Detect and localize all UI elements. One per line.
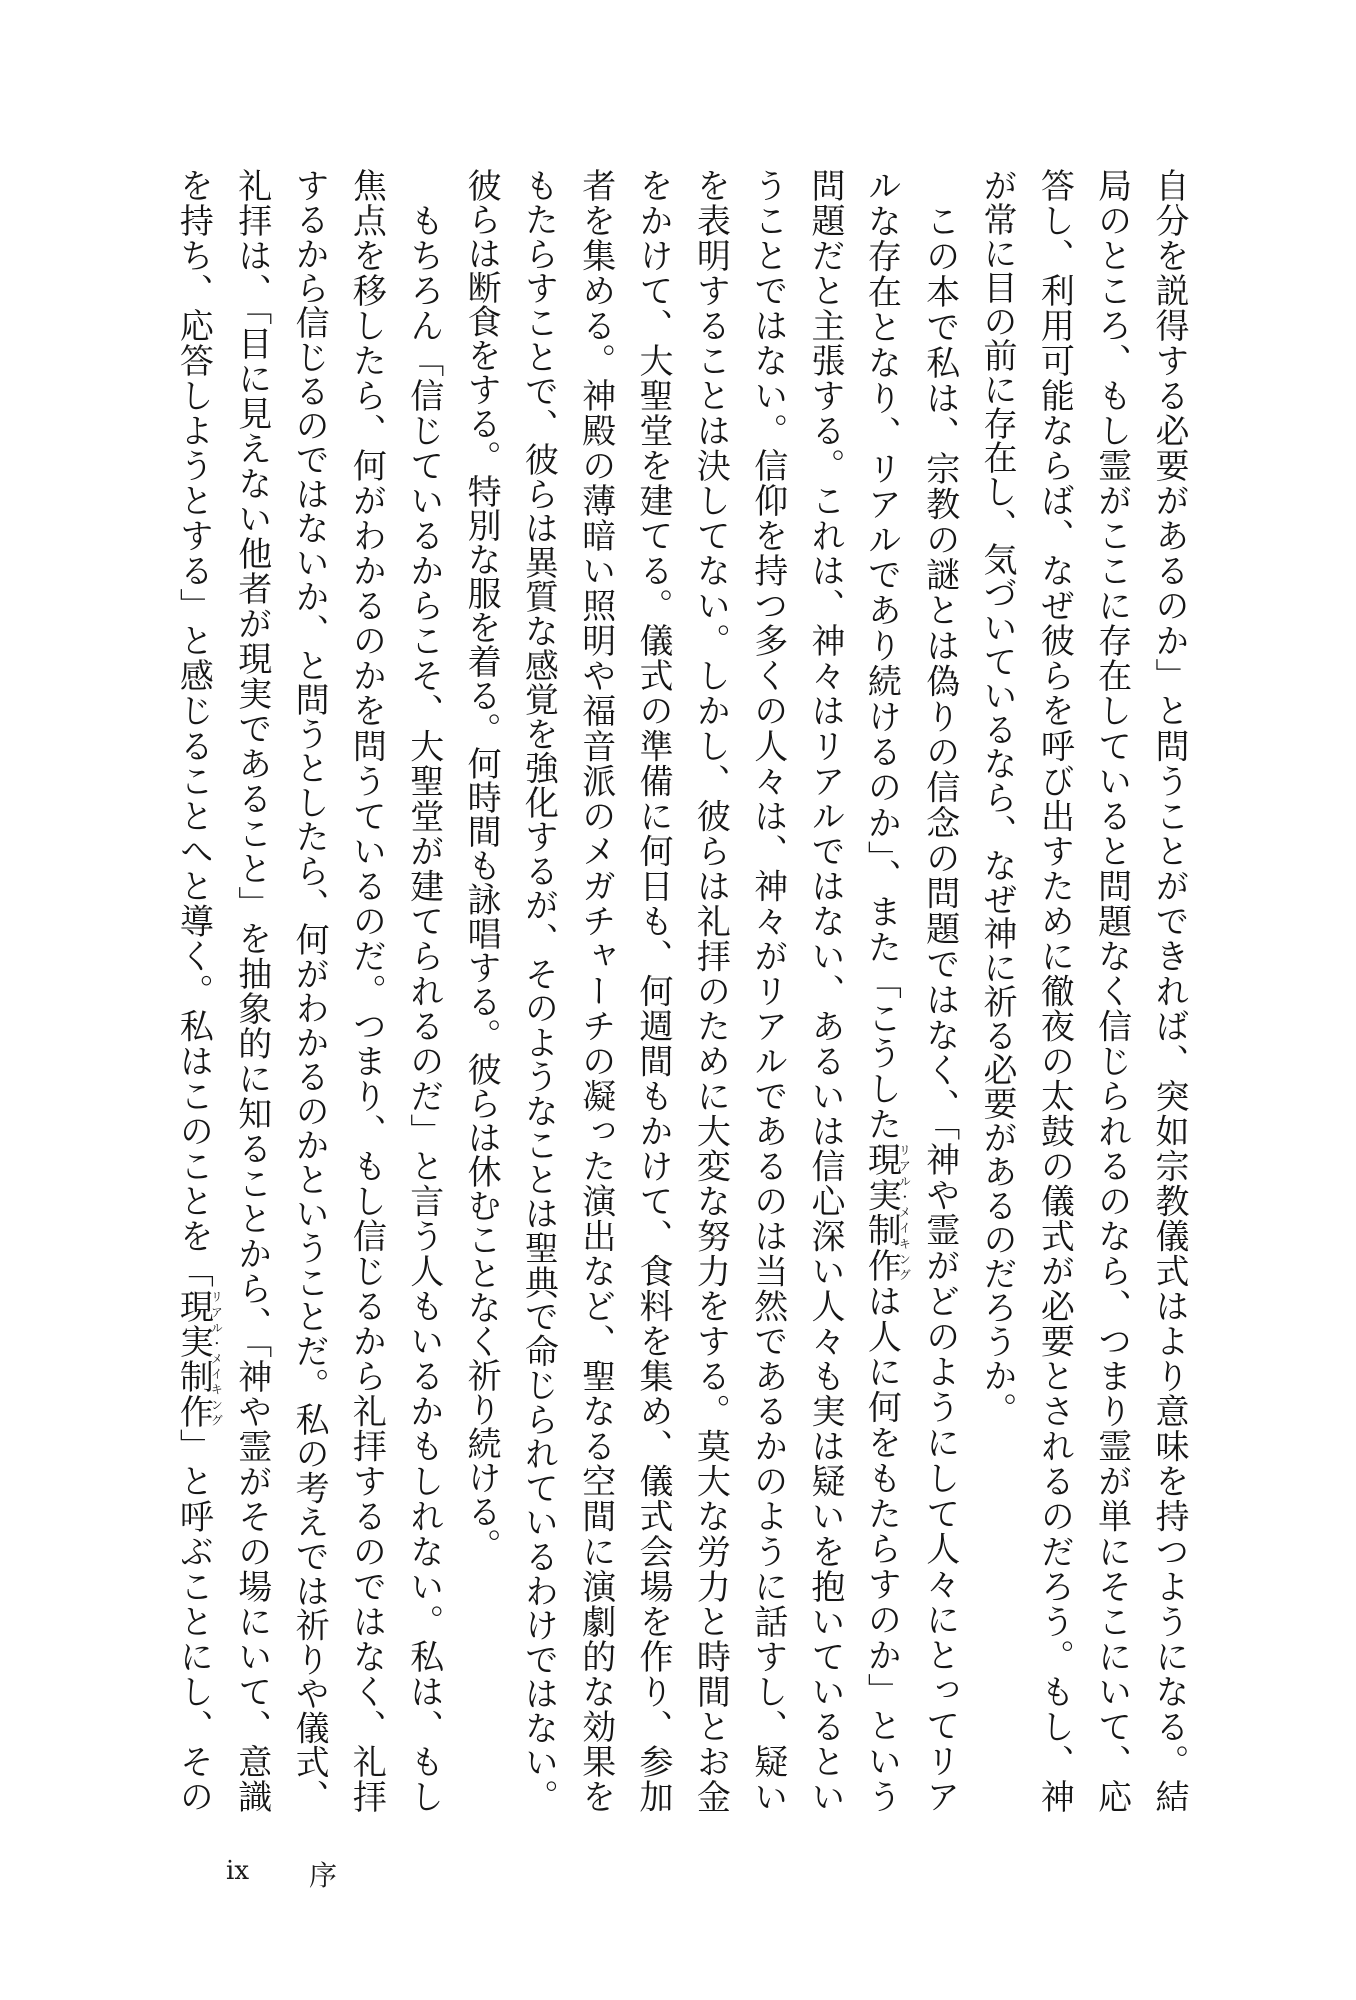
ruby-term: [173, 1288, 224, 1429]
ruby-base: 現実制作: [173, 1288, 214, 1429]
text-column: 問題だと主張する。これは、神々はリアルではない、あるいは信心深い人々も実は疑いを抱いているとい: [805, 168, 846, 1813]
text-segment: は人に何をもたらすのか」という: [861, 1283, 902, 1814]
ruby-reading: リアル・メイキング: [209, 1288, 224, 1428]
text-column: するから信じるのではないか、と問うとしたら、何がわかるのかということだ。私の考えでは祈りや儀式、: [289, 168, 330, 1814]
text-segment: を持ち、応答しようとする」と感じることへと導く。私はこのことを「: [173, 168, 214, 1289]
text-column: もちろん「信じているからこそ、大聖堂が建てられるのだ」と言う人もいるかもしれない。私は、もし: [403, 168, 444, 1813]
text-column: 局のところ、もし霊がここに存在していると問題なく信じられるのなら、つまり霊が単にそこにいて、応: [1091, 168, 1132, 1813]
text-column: [165, 168, 222, 1813]
ruby-base: 現実制作: [861, 1141, 902, 1284]
ruby-term: [861, 1141, 912, 1284]
text-column: 礼拝は、「目に見えない他者が現実であること」を抽象的に知ることから、「神や霊がその場にいて、意識: [231, 168, 272, 1813]
text-column: もたらすことで、彼らは異質な感覚を強化するが、そのようなことは聖典で命じられているわけではない。: [518, 168, 559, 1814]
ruby-reading: リアル・メイキング: [897, 1141, 912, 1283]
text-column: この本で私は、宗教の謎とは偽りの信念の問題ではなく、「神や霊がどのようにして人々にとってリア: [919, 168, 960, 1813]
text-segment: ルな存在となり、リアルであり続けるのか」、また「こうした: [861, 168, 902, 1142]
text-column: が常に目の前に存在し、気づいているなら、なぜ神に祈る必要があるのだろうか。: [977, 168, 1018, 1426]
text-column: [853, 168, 910, 1813]
text-column: 者を集める。神殿の薄暗い照明や福音派のメガチャーチの凝った演出など、聖なる空間に演劇的な効果を: [575, 168, 616, 1813]
body-text: [165, 168, 1197, 1813]
text-column: 彼らは断食をする。特別な服を着る。何時間も詠唱する。彼らは休むことなく祈り続ける。: [461, 168, 502, 1562]
text-column: うことではない。信仰を持つ多くの人々は、神々がリアルであるのは当然であるかのように話すし、疑い: [747, 168, 788, 1813]
text-column: 自分を説得する必要があるのか」と問うことができれば、突如宗教儀式はより意味を持つようになる。結: [1149, 168, 1189, 1813]
text-segment: 」と呼ぶことにし、その: [173, 1428, 214, 1814]
text-column: 答し、利用可能ならば、なぜ彼らを呼び出すために徹夜の太鼓の儀式が必要とされるのだろう。もし、神: [1034, 168, 1075, 1813]
running-section-title: 序: [309, 1859, 338, 1892]
text-column: 焦点を移したら、何がわかるのかを問うているのだ。つまり、もし信じるから礼拝するのではなく、礼拝: [346, 168, 387, 1813]
page-number: ix: [226, 1856, 249, 1886]
text-column: を表明することは決してない。しかし、彼らは礼拝のために大変な努力をする。莫大な労力と時間とお金: [690, 168, 731, 1813]
text-column: をかけて、大聖堂を建てる。儀式の準備に何日も、何週間もかけて、食料を集め、儀式会場を作り、参加: [633, 168, 674, 1813]
